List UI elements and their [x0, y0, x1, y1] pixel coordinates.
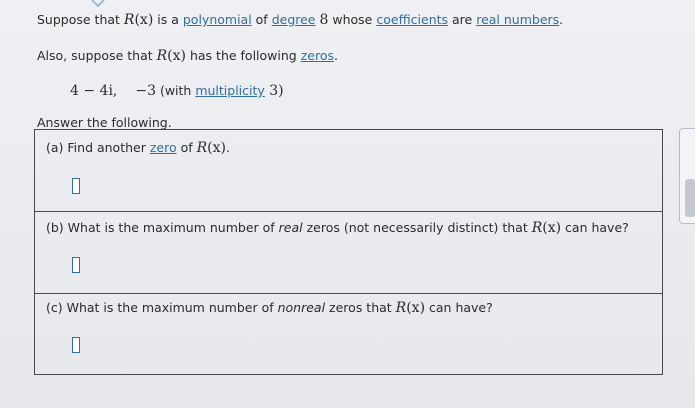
text: zeros that [325, 300, 396, 315]
text: (a) Find another [46, 140, 150, 155]
text: of [251, 12, 272, 27]
text: are [448, 12, 477, 27]
math-x: (x) [167, 48, 186, 64]
multiplicity-value: 3) [264, 83, 284, 99]
emphasis-real: real [278, 220, 303, 235]
text: (c) What is the maximum number of [46, 300, 278, 315]
answer-input-b[interactable] [72, 257, 80, 273]
question-a [46, 140, 230, 156]
text: zeros (not necessarily distinct) that [302, 220, 532, 235]
question-b-section [35, 212, 662, 294]
math-x: (x) [542, 220, 562, 236]
question-a-section [35, 130, 662, 212]
answer-input-a[interactable] [72, 178, 80, 194]
link-coefficients[interactable]: coefficients [376, 12, 449, 27]
math-R: R [196, 140, 208, 156]
text: Also, suppose that [37, 48, 157, 63]
scrollbar-thumb[interactable] [685, 179, 695, 217]
link-degree[interactable]: degree [271, 12, 316, 27]
text: whose [328, 12, 377, 27]
intro-line-2 [37, 48, 338, 64]
emphasis-nonreal: nonreal [277, 300, 326, 315]
link-real-numbers[interactable]: real numbers [476, 12, 560, 27]
intro-line-1 [37, 12, 563, 28]
scrollbar[interactable] [679, 128, 695, 224]
text: . [333, 48, 338, 63]
text: (with [155, 83, 196, 98]
text: (b) What is the maximum number of [46, 220, 279, 235]
text: has the following [186, 48, 301, 63]
math-R: R [156, 48, 168, 64]
answer-input-c[interactable] [72, 337, 80, 353]
zeros-list [70, 83, 284, 99]
link-zero[interactable]: zero [149, 140, 177, 155]
math-R: R [123, 12, 135, 28]
questions-box [34, 129, 663, 375]
text: . [559, 12, 564, 27]
text: of [176, 140, 197, 155]
text: is a [153, 12, 183, 27]
link-polynomial[interactable]: polynomial [182, 12, 252, 27]
question-c-section [35, 294, 662, 374]
math-x: (x) [406, 300, 426, 316]
math-R: R [395, 300, 407, 316]
question-b [46, 220, 629, 236]
link-multiplicity[interactable]: multiplicity [195, 83, 265, 98]
zero-2: −3 [135, 83, 156, 99]
math-x: (x) [134, 12, 154, 28]
zero-1: 4 − 4i, [70, 83, 118, 99]
question-c [46, 300, 493, 316]
text: Suppose that [37, 12, 124, 27]
link-zeros[interactable]: zeros [300, 48, 334, 63]
text: can have? [561, 220, 629, 235]
text: . [225, 140, 230, 155]
math-x: (x) [207, 140, 226, 156]
degree-value: 8 [319, 12, 329, 28]
chevron-down-icon[interactable] [90, 0, 106, 8]
answer-label: Answer the following. [37, 115, 172, 130]
math-R: R [531, 220, 543, 236]
text: can have? [425, 300, 493, 315]
